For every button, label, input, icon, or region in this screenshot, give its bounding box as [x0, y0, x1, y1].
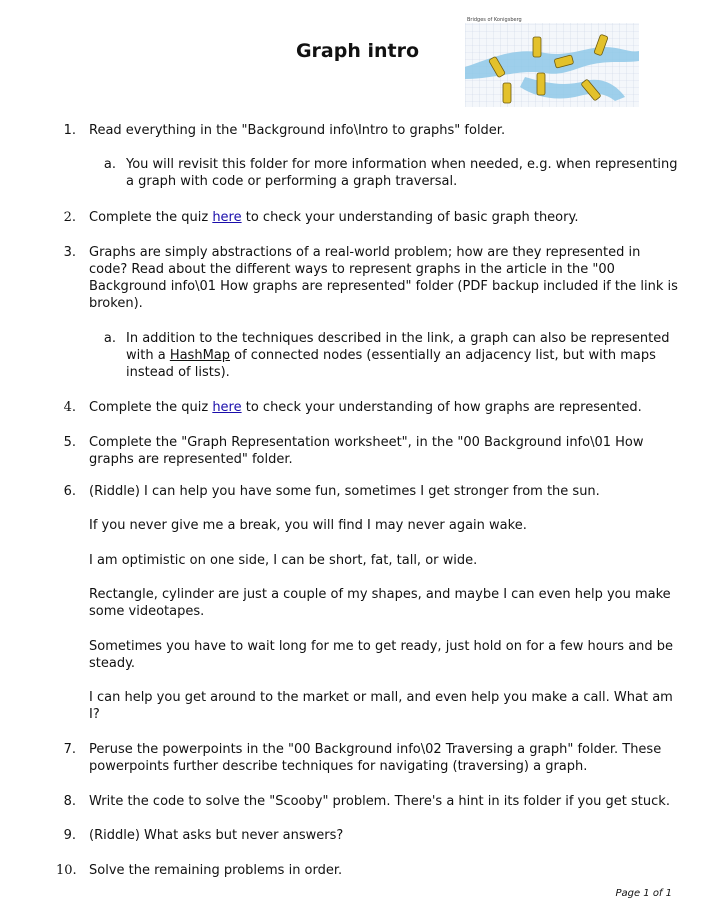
item-text: Read everything in the "Background info\Intro to graphs" folder. [89, 123, 506, 138]
hashmap-term: HashMap [169, 348, 231, 363]
riddle-line: Rectangle, cylinder are just a couple of my shapes, and maybe I can even help you make some videotapes. [89, 587, 671, 619]
quiz-link[interactable]: here [212, 400, 242, 415]
item-text: Complete the quiz here to check your understanding of basic graph theory. [89, 210, 579, 225]
item-number: 2. [63, 210, 76, 225]
konigsberg-bridges-image [465, 17, 639, 107]
item-text: (Riddle) What asks but never answers? [89, 828, 344, 843]
item-letter: a. [103, 331, 116, 346]
riddle-line: Sometimes you have to wait long for me to get ready, just hold on for a few hours and be steady. [89, 639, 674, 671]
item-text: Peruse the powerpoints in the "00 Background info\02 Traversing a graph" folder. These powerpoints further describe techniques for navigating (traversing) a graph. [89, 742, 662, 774]
item-text: Solve the remaining problems in order. [89, 863, 343, 878]
item-text: In addition to the techniques described in the link, a graph can also be represented with a HashMap of connected nodes (essentially an adjacency list, but with maps instead of lists). [126, 331, 670, 380]
item-number: 9. [63, 828, 76, 843]
quiz-link[interactable]: here [212, 210, 242, 225]
riddle-line: I am optimistic on one side, I can be short, fat, tall, or wide. [89, 553, 478, 568]
item-number: 6. [63, 484, 76, 499]
item-text: Write the code to solve the "Scooby" problem. There's a hint in its folder if you get stuck. [89, 794, 670, 809]
item-text: You will revisit this folder for more information when needed, e.g. when representing a graph with code or performing a graph traversal. [126, 157, 678, 189]
page-footer: Page 1 of 1 [615, 888, 672, 899]
item-text: Complete the quiz here to check your understanding of how graphs are represented. [89, 400, 642, 415]
item-letter: a. [103, 157, 116, 172]
item-text: (Riddle) I can help you have some fun, sometimes I get stronger from the sun. [89, 484, 600, 499]
riddle-line: If you never give me a break, you will find I may never again wake. [89, 518, 527, 533]
bridges-illustration [465, 17, 639, 107]
item-text: Complete the "Graph Representation worksheet", in the "00 Background info\01 How graphs are represented" folder. [89, 435, 644, 467]
item-number: 3. [63, 245, 76, 260]
item-number: 4. [63, 400, 76, 415]
item-number: 1. [63, 123, 76, 138]
document-title: Graph intro [295, 40, 420, 62]
item-text: Graphs are simply abstractions of a real-world problem; how are they represented in code? Read about the different ways to represent graphs in the article in the "00 Background info\01 How graphs are represented" folder (PDF backup included if the link is broken). [89, 245, 678, 311]
figure-caption: Bridges of Konigsberg [467, 17, 522, 23]
item-number: 8. [63, 794, 76, 809]
item-number: 7. [63, 742, 76, 757]
riddle-line: I can help you get around to the market or mall, and even help you make a call. What am I? [89, 690, 673, 722]
item-number: 5. [63, 435, 76, 450]
item-number: 10. [56, 863, 77, 878]
